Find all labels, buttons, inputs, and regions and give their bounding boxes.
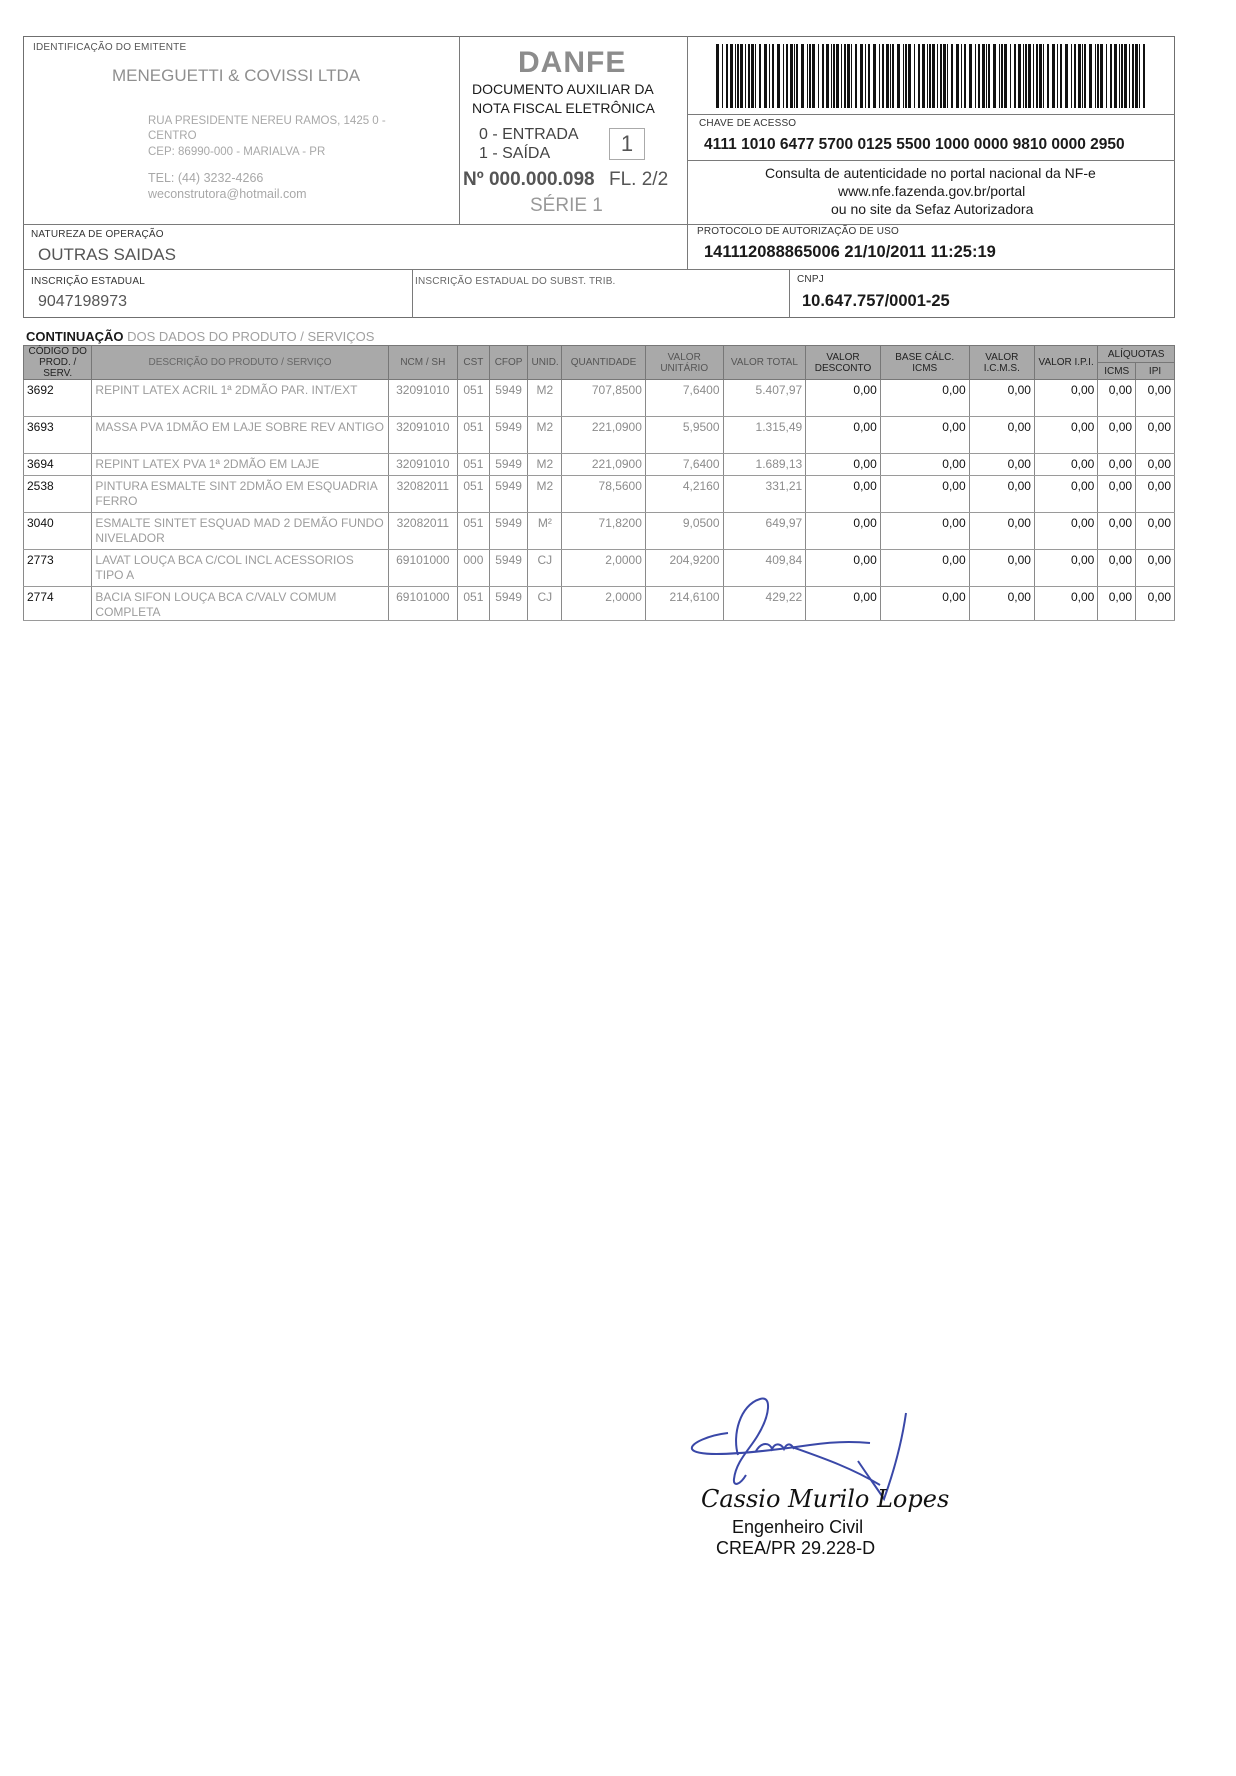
cell-valor-unitario: 9,0500 (645, 513, 723, 550)
barcode-bar (1001, 44, 1003, 108)
cell-cst: 051 (458, 454, 490, 476)
cell-unid: M2 (528, 417, 562, 454)
cell-aliq-ipi: 0,00 (1136, 454, 1175, 476)
consulta-line-2: www.nfe.fazenda.gov.br/portal (838, 183, 1026, 199)
barcode-bar (1089, 44, 1092, 108)
barcode-bar (993, 44, 996, 108)
cell-icms: 0,00 (969, 550, 1034, 587)
barcode-bar (1004, 44, 1007, 108)
cell-icms: 0,00 (969, 454, 1034, 476)
emitente-phone: TEL: (44) 3232-4266 (148, 171, 264, 185)
barcode-bar (1139, 44, 1140, 108)
cell-valor-total: 331,21 (723, 476, 806, 513)
cell-ncm: 32091010 (388, 417, 457, 454)
cell-quantidade: 71,8200 (562, 513, 646, 550)
table-row (24, 380, 1175, 417)
saida-label: 1 - SAÍDA (479, 145, 551, 162)
danfe-subtitle-1: DOCUMENTO AUXILIAR DA (472, 81, 654, 97)
barcode-bar (1124, 44, 1127, 108)
barcode-bar (1097, 44, 1099, 108)
barcode-bar (855, 44, 857, 108)
emitente-name: MENEGUETTI & COVISSI LTDA (112, 66, 361, 85)
cell-base: 0,00 (880, 476, 969, 513)
cell-codigo: 2773 (24, 550, 92, 587)
barcode-bar (1039, 44, 1042, 108)
cell-desconto: 0,00 (806, 587, 881, 621)
cell-base: 0,00 (880, 587, 969, 621)
natureza-label: NATUREZA DE OPERAÇÃO (31, 229, 164, 240)
barcode-bar (1114, 44, 1117, 108)
barcode-bar (740, 44, 743, 108)
barcode-bar (841, 44, 842, 108)
cell-ncm: 69101000 (388, 550, 457, 587)
continuacao-faded: DOS DADOS DO PRODUTO / SERVIÇOS (127, 329, 375, 344)
cell-valor-total: 1.689,13 (723, 454, 806, 476)
cell-unid: M² (528, 513, 562, 550)
tipo-box (609, 128, 645, 160)
col-header-codigo: CÓDIGO DO PROD. / SERV. (24, 346, 92, 380)
emitente-address-1: RUA PRESIDENTE NEREU RAMOS, 1425 0 - (148, 115, 386, 127)
cell-base: 0,00 (880, 550, 969, 587)
barcode-bar (964, 44, 966, 108)
cell-icms: 0,00 (969, 587, 1034, 621)
barcode-bar (772, 44, 774, 108)
col-header-cfop: CFOP (489, 346, 528, 380)
cell-codigo: 3692 (24, 380, 92, 417)
barcode-bar (1095, 44, 1096, 108)
inscricao-label: INSCRIÇÃO ESTADUAL (31, 276, 145, 287)
barcode-bar (982, 44, 985, 108)
barcode-bar (1060, 44, 1062, 108)
barcode-bar (769, 44, 770, 108)
barcode-bar (737, 44, 739, 108)
cell-descricao: LAVAT LOUÇA BCA C/COL INCL ACESSORIOS TIPO A (92, 550, 388, 587)
barcode-bar (783, 44, 784, 108)
table-row (24, 513, 1175, 550)
barcode-bar (882, 44, 884, 108)
barcode-bar (1135, 44, 1138, 108)
barcode-bar (922, 44, 925, 108)
cell-cst: 051 (458, 513, 490, 550)
cell-valor-unitario: 7,6400 (645, 380, 723, 417)
barcode-bar (879, 44, 880, 108)
cell-base: 0,00 (880, 417, 969, 454)
cell-unid: M2 (528, 380, 562, 417)
barcode-bar (1110, 44, 1112, 108)
barcode-bar (1028, 44, 1031, 108)
barcode-bar (1106, 44, 1107, 108)
cell-ipi: 0,00 (1034, 587, 1097, 621)
barcode-bar (1023, 44, 1024, 108)
barcode-bar (1084, 44, 1086, 108)
barcode-bar (716, 44, 719, 108)
cell-icms: 0,00 (969, 513, 1034, 550)
barcode-bar (764, 44, 767, 108)
danfe-subtitle-2: NOTA FISCAL ELETRÔNICA (472, 100, 655, 116)
col-header-aliq-ipi: IPI (1136, 363, 1175, 380)
entrada-label: 0 - ENTRADA (479, 126, 579, 143)
barcode-bar (1014, 44, 1016, 108)
emitente-address-3: CEP: 86990-000 - MARIALVA - PR (148, 146, 326, 158)
barcode-bar (812, 44, 815, 108)
barcode-bar (833, 44, 835, 108)
barcode-bar (1033, 44, 1034, 108)
table-row (24, 587, 1175, 621)
cell-codigo: 2538 (24, 476, 92, 513)
cell-valor-total: 5.407,97 (723, 380, 806, 417)
barcode-bar (943, 44, 946, 108)
barcode-bar (947, 44, 948, 108)
cell-aliq-ipi: 0,00 (1136, 550, 1175, 587)
barcode-bar (1121, 44, 1123, 108)
barcode-bar (818, 44, 819, 108)
barcode-bar (897, 44, 900, 108)
barcode-bar (892, 44, 894, 108)
barcode-bar (1132, 44, 1134, 108)
barcode-bar (886, 44, 889, 108)
col-header-valor-desconto: VALOR DESCONTO (806, 346, 881, 380)
col-header-ncm: NCM / SH (388, 346, 457, 380)
barcode-bar (726, 44, 728, 108)
barcode-bar (1082, 44, 1083, 108)
cnpj-label: CNPJ (797, 274, 824, 285)
cell-ncm: 32091010 (388, 380, 457, 417)
barcode-bar (822, 44, 824, 108)
barcode-bar (851, 44, 852, 108)
barcode-bar (1143, 44, 1145, 108)
cell-codigo: 3040 (24, 513, 92, 550)
chave-value: 4111 1010 6477 5700 0125 5500 1000 0000 9810 0000 2950 (704, 136, 1125, 153)
cell-valor-unitario: 204,9200 (645, 550, 723, 587)
signature-title: Engenheiro Civil (732, 1517, 864, 1537)
barcode-bar (999, 44, 1000, 108)
nf-number: Nº 000.000.098 (463, 169, 595, 190)
barcode-bar (1074, 44, 1076, 108)
cell-aliq-icms: 0,00 (1098, 513, 1136, 550)
cell-base: 0,00 (880, 513, 969, 550)
cell-aliq-ipi: 0,00 (1136, 476, 1175, 513)
cell-quantidade: 78,5600 (562, 476, 646, 513)
barcode-bar (937, 44, 938, 108)
barcode-bar (1129, 44, 1130, 108)
cell-unid: CJ (528, 587, 562, 621)
cell-quantidade: 221,0900 (562, 417, 646, 454)
cell-aliq-icms: 0,00 (1098, 454, 1136, 476)
cell-ipi: 0,00 (1034, 513, 1097, 550)
col-header-valor-total: VALOR TOTAL (723, 346, 806, 380)
barcode-bar (890, 44, 891, 108)
consulta-line-1: Consulta de autenticidade no portal nacional da NF-e (765, 165, 1096, 181)
signature-crea: CREA/PR 29.228-D (716, 1538, 876, 1558)
cell-ipi: 0,00 (1034, 454, 1097, 476)
cell-descricao: REPINT LATEX ACRIL 1ª 2DMÃO PAR. INT/EXT (92, 380, 388, 417)
col-header-base-calc: BASE CÁLC. ICMS (880, 346, 969, 380)
barcode-bar (755, 44, 756, 108)
table-row (24, 476, 1175, 513)
cell-cfop: 5949 (489, 513, 528, 550)
emitente-address-2: CENTRO (148, 130, 197, 142)
cell-desconto: 0,00 (806, 380, 881, 417)
cell-aliq-ipi: 0,00 (1136, 380, 1175, 417)
barcode-bar (956, 44, 959, 108)
chave-label: CHAVE DE ACESSO (699, 118, 797, 129)
cell-desconto: 0,00 (806, 476, 881, 513)
cell-aliq-icms: 0,00 (1098, 417, 1136, 454)
protocolo-label: PROTOCOLO DE AUTORIZAÇÃO DE USO (697, 226, 899, 237)
barcode-bar (730, 44, 733, 108)
emitente-email: weconstrutora@hotmail.com (148, 187, 307, 201)
cell-valor-total: 429,22 (723, 587, 806, 621)
cell-cst: 051 (458, 380, 490, 417)
cell-valor-total: 409,84 (723, 550, 806, 587)
emitente-label: IDENTIFICAÇÃO DO EMITENTE (33, 42, 187, 53)
cell-desconto: 0,00 (806, 513, 881, 550)
cell-aliq-ipi: 0,00 (1136, 417, 1175, 454)
barcode-bar (794, 44, 795, 108)
cnpj-value: 10.647.757/0001-25 (802, 292, 950, 310)
barcode-bar (918, 44, 920, 108)
cell-descricao: BACIA SIFON LOUÇA BCA C/VALV COMUM COMPLETA (92, 587, 388, 621)
barcode-bar (790, 44, 793, 108)
barcode-bar (905, 44, 907, 108)
barcode-bar (786, 44, 788, 108)
barcode-bar (951, 44, 953, 108)
cell-codigo: 3694 (24, 454, 92, 476)
barcode-bar (722, 44, 723, 108)
cell-aliq-icms: 0,00 (1098, 550, 1136, 587)
col-header-unid: UNID. (528, 346, 562, 380)
cell-desconto: 0,00 (806, 454, 881, 476)
nf-serie: SÉRIE 1 (530, 195, 603, 216)
cell-icms: 0,00 (969, 476, 1034, 513)
cell-quantidade: 2,0000 (562, 550, 646, 587)
cell-descricao: ESMALTE SINTET ESQUAD MAD 2 DEMÃO FUNDO NIVELADOR (92, 513, 388, 550)
natureza-value: OUTRAS SAIDAS (38, 245, 176, 264)
cell-cfop: 5949 (489, 476, 528, 513)
cell-desconto: 0,00 (806, 550, 881, 587)
barcode-bar (860, 44, 863, 108)
cell-valor-unitario: 5,9500 (645, 417, 723, 454)
barcode-bar (809, 44, 811, 108)
col-header-valor-ipi: VALOR I.P.I. (1034, 346, 1097, 380)
barcode-bar (1047, 44, 1049, 108)
cell-valor-total: 649,97 (723, 513, 806, 550)
barcode-bar (903, 44, 904, 108)
barcode-bar (831, 44, 832, 108)
cell-descricao: REPINT LATEX PVA 1ª 2DMÃO EM LAJE (92, 454, 388, 476)
barcode-bar (927, 44, 928, 108)
cell-cfop: 5949 (489, 550, 528, 587)
cell-unid: CJ (528, 550, 562, 587)
consulta-line-3: ou no site da Sefaz Autorizadora (831, 201, 1034, 217)
cell-base: 0,00 (880, 380, 969, 417)
col-header-aliq-icms: ICMS (1098, 363, 1136, 380)
cell-cfop: 5949 (489, 380, 528, 417)
nf-folha: FL. 2/2 (609, 169, 669, 190)
barcode-bar (1018, 44, 1021, 108)
barcode-bar (975, 44, 976, 108)
col-header-cst: CST (458, 346, 490, 380)
cell-ncm: 69101000 (388, 587, 457, 621)
barcode-bar (914, 44, 915, 108)
barcode-bar (873, 44, 876, 108)
barcode-bar (1010, 44, 1011, 108)
cell-ncm: 32082011 (388, 476, 457, 513)
barcode-bar (978, 44, 980, 108)
barcode-bar (847, 44, 850, 108)
cell-cfop: 5949 (489, 587, 528, 621)
barcode-bar (826, 44, 829, 108)
cell-valor-unitario: 7,6400 (645, 454, 723, 476)
table-row (24, 417, 1175, 454)
barcode-bar (961, 44, 962, 108)
cell-ncm: 32091010 (388, 454, 457, 476)
cell-ipi: 0,00 (1034, 380, 1097, 417)
cell-valor-total: 1.315,49 (723, 417, 806, 454)
cell-codigo: 3693 (24, 417, 92, 454)
barcode-bar (1065, 44, 1068, 108)
barcode-bar (1036, 44, 1038, 108)
cell-icms: 0,00 (969, 380, 1034, 417)
col-header-quantidade: QUANTIDADE (562, 346, 646, 380)
cell-desconto: 0,00 (806, 417, 881, 454)
cell-base: 0,00 (880, 454, 969, 476)
barcode-bar (969, 44, 972, 108)
barcode-bar (796, 44, 798, 108)
cell-cst: 051 (458, 417, 490, 454)
cell-cst: 000 (458, 550, 490, 587)
barcode-bar (801, 44, 804, 108)
cell-quantidade: 707,8500 (562, 380, 646, 417)
barcode-bar (735, 44, 736, 108)
cell-cfop: 5949 (489, 417, 528, 454)
barcode-bar (751, 44, 754, 108)
cell-ipi: 0,00 (1034, 476, 1097, 513)
col-header-aliquotas: ALÍQUOTAS (1098, 346, 1175, 363)
cell-unid: M2 (528, 454, 562, 476)
cell-quantidade: 221,0900 (562, 454, 646, 476)
barcode-bar (1100, 44, 1103, 108)
cell-descricao: MASSA PVA 1DMÃO EM LAJE SOBRE REV ANTIGO (92, 417, 388, 454)
barcode-bar (988, 44, 990, 108)
barcode-bar (1057, 44, 1058, 108)
barcode-bar (1078, 44, 1081, 108)
cell-codigo: 2774 (24, 587, 92, 621)
cell-unid: M2 (528, 476, 562, 513)
protocolo-value: 141112088865006 21/10/2011 11:25:19 (704, 243, 996, 261)
barcode-bar (868, 44, 870, 108)
cell-valor-unitario: 4,2160 (645, 476, 723, 513)
continuacao-bold: CONTINUAÇÃO (26, 329, 124, 344)
cell-aliq-icms: 0,00 (1098, 587, 1136, 621)
cell-cst: 051 (458, 587, 490, 621)
table-row (24, 454, 1175, 476)
continuacao-title (26, 329, 374, 344)
barcode-bar (1043, 44, 1044, 108)
cell-cfop: 5949 (489, 454, 528, 476)
barcode-bar (1071, 44, 1072, 108)
col-header-descricao: DESCRIÇÃO DO PRODUTO / SERVIÇO (92, 346, 388, 380)
inscricao-subst-label: INSCRIÇÃO ESTADUAL DO SUBST. TRIB. (415, 276, 616, 287)
barcode-bar (929, 44, 931, 108)
col-header-valor-icms: VALOR I.C.M.S. (969, 346, 1034, 380)
barcode-bar (986, 44, 987, 108)
cell-ipi: 0,00 (1034, 550, 1097, 587)
barcode-bar (745, 44, 746, 108)
barcode-bar (932, 44, 935, 108)
danfe-title: DANFE (518, 46, 627, 79)
barcode-bar (1025, 44, 1027, 108)
cell-ncm: 32082011 (388, 513, 457, 550)
cell-aliq-ipi: 0,00 (1136, 587, 1175, 621)
cell-aliq-icms: 0,00 (1098, 476, 1136, 513)
cell-aliq-icms: 0,00 (1098, 380, 1136, 417)
cell-icms: 0,00 (969, 417, 1034, 454)
products-table (23, 345, 1175, 621)
cell-quantidade: 2,0000 (562, 587, 646, 621)
barcode-bar (807, 44, 808, 108)
barcode-bar (777, 44, 780, 108)
barcode-bar (865, 44, 866, 108)
barcode-bar (759, 44, 761, 108)
signature-name: Cassio Murilo Lopes (701, 1485, 950, 1513)
inscricao-value: 9047198973 (38, 293, 127, 310)
cell-valor-unitario: 214,6100 (645, 587, 723, 621)
table-row (24, 550, 1175, 587)
cell-ipi: 0,00 (1034, 417, 1097, 454)
barcode-bar (1052, 44, 1055, 108)
barcode-bar (908, 44, 911, 108)
col-header-valor-unitario: VALOR UNITÁRIO (645, 346, 723, 380)
tipo-value: 1 (620, 131, 634, 156)
barcode-bar (940, 44, 942, 108)
barcode-image (716, 44, 1153, 108)
cell-aliq-ipi: 0,00 (1136, 513, 1175, 550)
cell-cst: 051 (458, 476, 490, 513)
barcode-bar (844, 44, 846, 108)
cell-descricao: PINTURA ESMALTE SINT 2DMÃO EM ESQUADRIA FERRO (92, 476, 388, 513)
barcode-bar (836, 44, 839, 108)
barcode-bar (748, 44, 750, 108)
barcode-bar (1119, 44, 1120, 108)
